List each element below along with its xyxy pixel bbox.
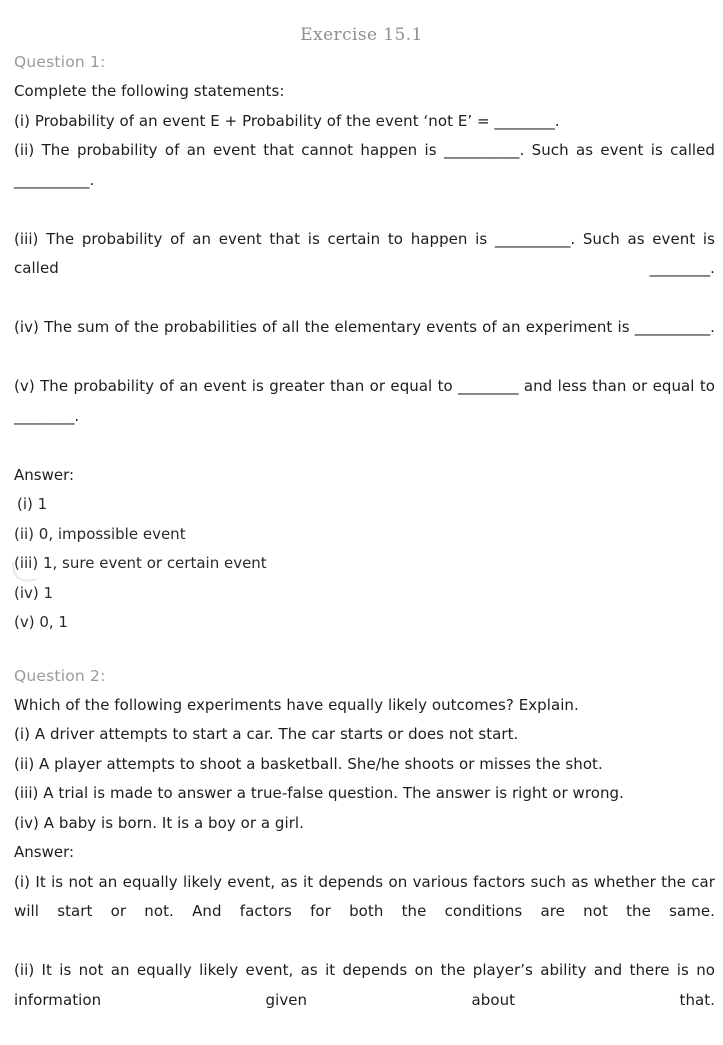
- question-1-heading: Question 1:: [14, 53, 106, 71]
- question-1-answer-ii: (ii) 0, impossible event: [14, 524, 186, 543]
- question-1-prompt: Complete the following statements:: [14, 82, 285, 100]
- question-1-answer-i: (i) 1: [17, 495, 48, 513]
- question-2-item-iv: (iv) A baby is born. It is a boy or a girl.: [14, 813, 304, 832]
- question-1-answer-iii: (iii) 1, sure event or certain event: [14, 554, 267, 572]
- page-title: Exercise 15.1: [300, 25, 423, 45]
- question-1-answer-v: (v) 0, 1: [14, 613, 68, 631]
- question-1-item-v: (v) The probability of an event is greater than or equal to ________ and less than or equal to ________.: [14, 377, 715, 425]
- question-2-prompt: Which of the following experiments have equally likely outcomes? Explain.: [14, 695, 579, 714]
- question-2-heading: Question 2:: [14, 666, 106, 685]
- question-2-item-iii: (iii) A trial is made to answer a true-false question. The answer is right or wrong.: [14, 784, 624, 802]
- question-1-answer-label: Answer:: [14, 465, 75, 484]
- question-2-answer-label: Answer:: [14, 843, 75, 861]
- section-spacer: [0, 638, 723, 662]
- question-1-item-i: (i) Probability of an event E + Probability of the event ‘not E’ = ________.: [14, 111, 560, 130]
- question-2-answer-i: (i) It is not an equally likely event, as it depends on various factors such as whether the car will start or not. And factors for both the conditions are not the same.: [14, 872, 715, 920]
- question-1-item-ii: (ii) The probability of an event that cannot happen is __________. Such as event is called __________.: [14, 141, 715, 189]
- question-1-item-iv: (iv) The sum of the probabilities of all the elementary events of an experiment is __________.: [14, 318, 715, 336]
- question-1-item-iii: (iii) The probability of an event that is certain to happen is __________. Such as event is called ________.: [14, 229, 715, 277]
- question-2-item-ii: (ii) A player attempts to shoot a basketball. She/he shoots or misses the shot.: [14, 754, 603, 773]
- question-2-item-i: (i) A driver attempts to start a car. The car starts or does not start.: [14, 725, 519, 743]
- question-2-answer-ii: (ii) It is not an equally likely event, as it depends on the player’s ability and there is no information given about that.: [14, 961, 715, 1009]
- question-1-answer-iv: (iv) 1: [14, 583, 54, 602]
